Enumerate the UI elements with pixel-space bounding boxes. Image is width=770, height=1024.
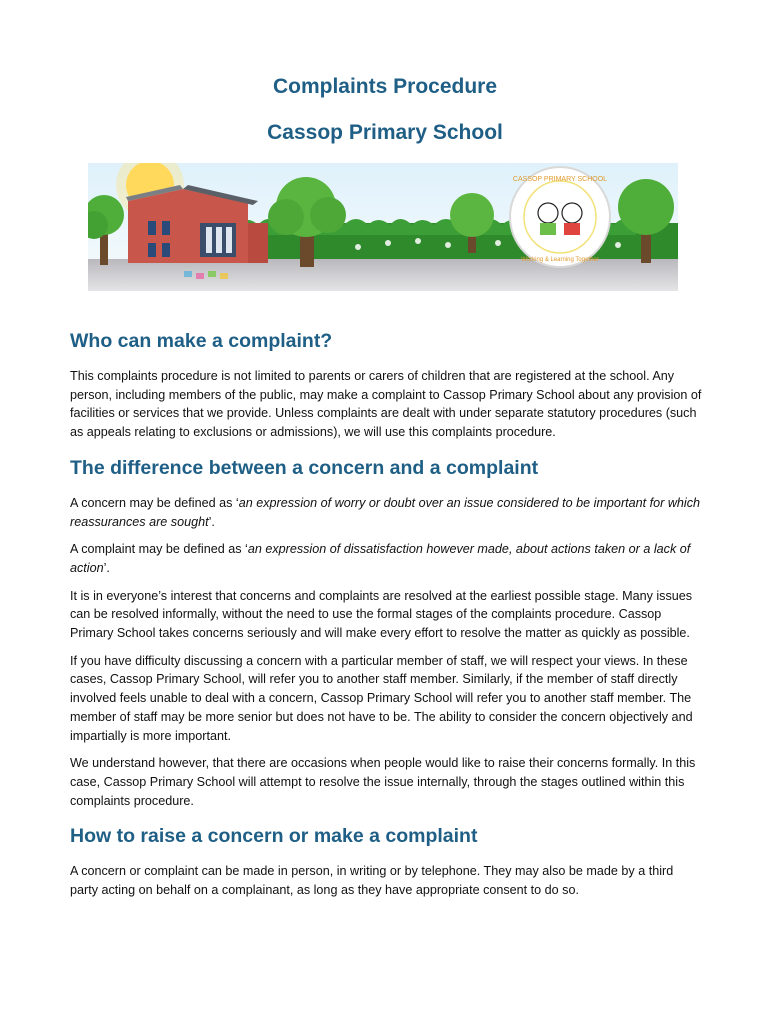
section-heading: The difference between a concern and a complaint	[70, 456, 539, 479]
school-banner-image	[88, 163, 678, 291]
section-heading: Who can make a complaint?	[70, 330, 333, 352]
paragraph: A concern or complaint can be made in person, in writing or by telephone. They may also be made by a third party acting on behalf on a complainant, as long as they have appropriate consent to do so.	[70, 864, 674, 898]
complaint-definition: A complaint may be defined as ‘an expression of dissatisfaction however made, about actions taken or a lack of action’.	[70, 542, 691, 575]
playground	[88, 259, 678, 291]
paragraph: It is in everyone’s interest that concerns and complaints are resolved at the earliest possible stage. Many issues can be resolved informally, without the need to use the formal stages of the complaints procedure. Cassop Primary School takes concerns seriously and will make every effort to resolve the matter as quickly as possible.	[70, 588, 693, 641]
document-title: Complaints Procedure	[272, 75, 498, 98]
document-body	[70, 328, 702, 909]
logo-text: CASSOP PRIMARY SCHOOL	[512, 176, 608, 183]
section-heading: How to raise a concern or make a complaint	[70, 825, 478, 848]
logo-motto: Working & Learning Together	[521, 257, 599, 263]
paragraph: We understand however, that there are occasions when people would like to raise their concerns formally. In this case, Cassop Primary School will attempt to resolve the issue internally, through the stages outlined within this complaints procedure.	[70, 756, 696, 808]
concern-definition: A concern may be defined as ‘an expression of worry or doubt over an issue considered to be important for which reassurances are sought’.	[70, 495, 701, 529]
section-who-can-complain	[70, 328, 702, 442]
section-how-to-raise	[70, 823, 702, 899]
paragraph: If you have difficulty discussing a concern with a particular member of staff, we will respect your views. In these cases, Cassop Primary School, will refer you to another staff member. Similarly, if the member of staff directly involved feels unable to deal with a concern, Cassop Primary School will refer you to another staff member. The member of staff may be more senior but does not have to be. The ability to consider the concern objectively and impartially is more important.	[70, 653, 693, 743]
section-concern-vs-complaint	[70, 455, 702, 811]
school-name: Cassop Primary School	[267, 121, 503, 144]
paragraph: This complaints procedure is not limited to parents or carers of children that are registered at the school. Any person, including members of the public, may make a complaint to Cassop Primary School about any provision of facilities or services that we provide. Unless complaints are dealt with under separate statutory procedures (such as appeals relating to exclusions or admissions), we will use this complaints procedure.	[70, 369, 702, 440]
